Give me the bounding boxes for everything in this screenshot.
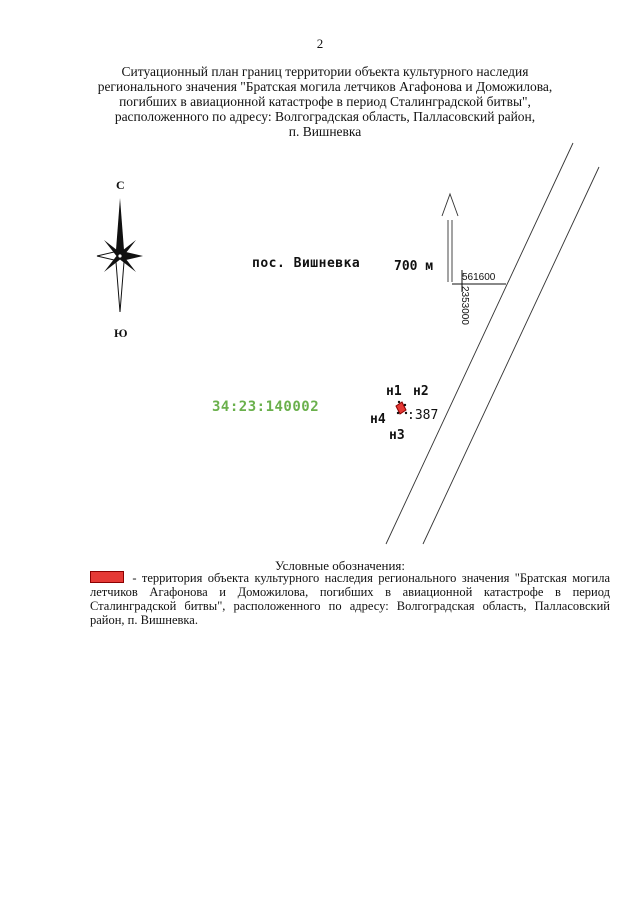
title-line-4: расположенного по адресу: Волгоградская область, Палласовский район, [114,109,536,124]
road-line-right [423,167,599,544]
direction-arrow-icon [442,194,458,282]
legend-title: Условные обозначения: [274,558,406,573]
grid-y-coordinate: 2353000 [459,286,470,325]
legend-object-swatch [90,571,124,583]
compass-south-label: Ю [114,326,128,340]
point-label-n1: н1 [386,384,402,399]
cadastral-quarter-number: 34:23:140002 [212,399,320,415]
settlement-label: пос. Вишневка [252,256,361,271]
legend-entry-text: - территория объекта культурного наследия регионального значения "Братская могила летчиков Агафонова и Доможилова, погибших в авиационной катастрофе в период Сталинградской битвы", расположенного по адресу: Волгоградская область, Палласовский район, п. Вишневка. [90,571,610,627]
distance-label: 700 м [394,259,434,274]
legend-entry [90,571,610,627]
title-line-5: п. Вишневка [288,124,362,139]
object-parcel-marker [396,401,407,414]
page-number: 2 [316,36,324,51]
title-line-2: регионального значения "Братская могила летчиков Агафонова и Доможилова, [97,79,553,94]
point-label-n3: н3 [389,428,405,443]
compass-rose-icon [97,198,143,312]
point-label-n2: н2 [413,384,429,399]
road-line-left [386,143,573,544]
compass-north-label: С [116,178,125,192]
point-label-n4: н4 [370,412,386,427]
title-line-1: Ситуационный план границ территории объекта культурного наследия [121,64,529,79]
parcel-number: :387 [407,408,439,423]
title-line-3: погибших в авиационной катастрофе в период Сталинградской битвы", [119,94,531,109]
grid-x-coordinate: 561600 [462,272,496,283]
